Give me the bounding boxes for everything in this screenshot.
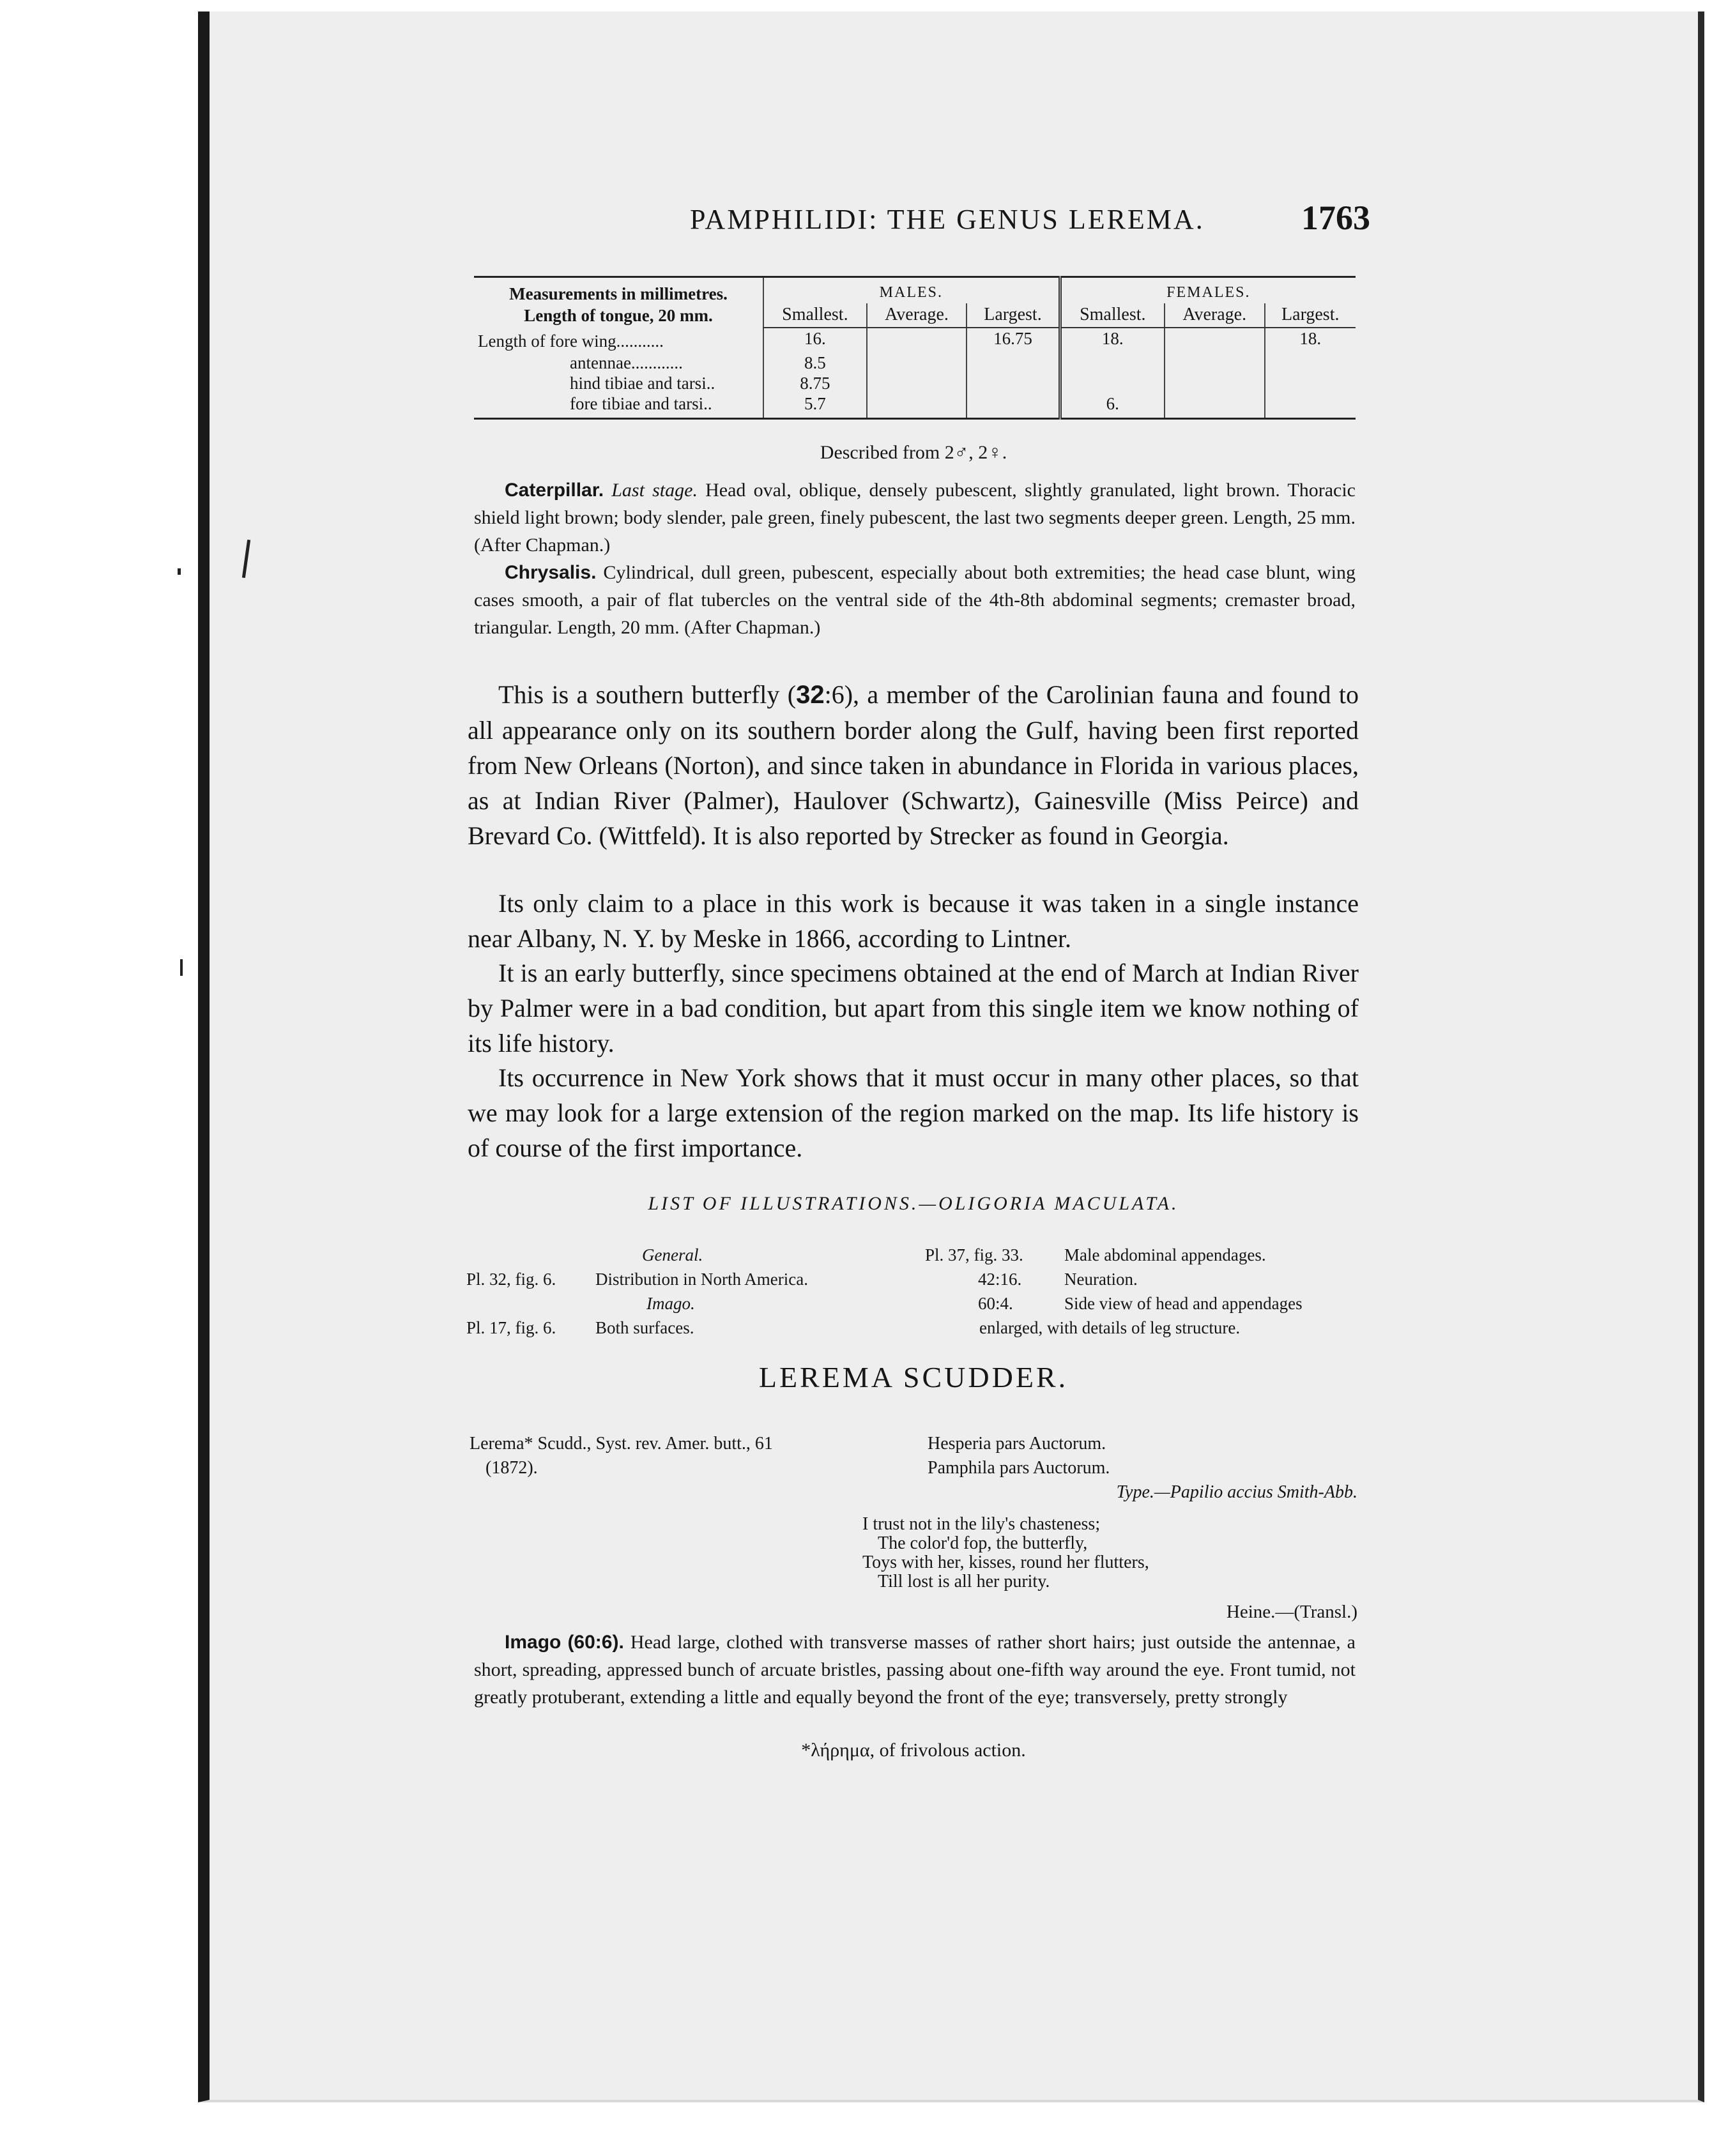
body-paragraph-2: Its only claim to a place in this work is because it was taken in a single instance near Albany, N. Y. by Meske in 1866, according to Lintner. — [468, 889, 1359, 953]
illustrations-title: LIST OF ILLUSTRATIONS.—OLIGORIA MACULATA. — [648, 1193, 1179, 1214]
caterpillar-heading: Caterpillar. — [505, 480, 604, 501]
section-title: LEREMA SCUDDER. — [758, 1361, 1069, 1393]
synonymy-left: Lerema* Scudd., Syst. rev. Amer. butt., 61 (1872). — [470, 1434, 773, 1478]
margin-mark — [178, 568, 181, 575]
caterpillar-stage: Last stage. — [611, 480, 698, 501]
illustrations-left: General. Pl. 32, fig. 6. Distribution in North America. Imago. Pl. 17, fig. 6. Both surfaces. — [466, 1245, 808, 1337]
described-from: Described from 2♂, 2♀. — [820, 442, 1007, 463]
imago-paragraph: Imago (60:6). Head large, clothed with transverse masses of rather short hairs; just outside the antennae, a short, spreading, appressed bunch of arcuate bristles, passing about one-fifth way around the eye. Front tumid, not greatly protuberant, extending a little and equally beyond the front of the eye; transversely, pretty strongly — [474, 1632, 1356, 1708]
footnote: *λήρημα, of frivolous action. — [801, 1740, 1026, 1761]
measurements-table — [474, 276, 1356, 420]
table-row: fore tibiae and tarsi.. 5.7 6. — [474, 393, 1356, 419]
body-paragraph-1: This is a southern butterfly (32:6), a member of the Carolinian fauna and found to all appearance only on its southern border along the Gulf, having been first reported from New Orleans (Norton), and since taken in abundance in Florida in various places, as at Indian River (Palmer), Haulover (Schwartz), Gainesville (Miss Peirce) and Brevard Co. (Wittfeld). It is also reported by Strecker as found in Georgia. — [468, 680, 1359, 850]
females-header: FEMALES. — [1060, 277, 1356, 304]
col-header: Smallest. — [763, 303, 867, 328]
epigraph-poem: I trust not in the lily's chasteness; The color'd fop, the butterfly, Toys with her, kisses, round her flutters, Till lost is all her purity. — [862, 1514, 1149, 1591]
plate-ref: 32 — [796, 681, 825, 709]
males-header: MALES. — [763, 277, 1060, 304]
caterpillar-paragraph: Caterpillar. Last stage. Head oval, oblique, densely pubescent, slightly granulated, light brown. Thoracic shield light brown; body slender, pale green, finely pubescent, the last two segments deeper green. Length, 25 mm. (After Chapman.) — [474, 480, 1356, 556]
illustrations-right: Pl. 37, fig. 33. Male abdominal appendages. 42:16. Neuration. 60:4. Side view of head and appendages enlarged, with details of leg structure. — [925, 1245, 1303, 1337]
margin-mark — [180, 959, 183, 976]
chrysalis-heading: Chrysalis. — [505, 562, 597, 583]
imago-heading: Imago — [505, 1632, 562, 1653]
table-corner: Measurements in millimetres. Length of tongue, 20 mm. — [509, 284, 728, 325]
table-row: Length of fore wing........... 16. 16.75 18. 18. — [474, 328, 1356, 353]
col-header: Largest. — [1265, 303, 1356, 328]
chrysalis-paragraph: Chrysalis. Cylindrical, dull green, pubescent, especially about both extremities; the head case blunt, wing cases smooth, a pair of flat tubercles on the ventral side of the 4th-8th abdominal segments; cremaster broad, triangular. Length, 20 mm. (After Chapman.) — [474, 562, 1356, 638]
table-row: antennae............ 8.5 — [474, 353, 1356, 373]
type-line: Type.—Papilio accius Smith-Abb. — [1116, 1482, 1357, 1502]
body-paragraph-4: Its occurrence in New York shows that it must occur in many other places, so that we may look for a large extension of the region marked on the map. Its life history is of course of the first importance. — [468, 1063, 1359, 1162]
synonymy-right: Hesperia pars Auctorum. Pamphila pars Auctorum. — [928, 1434, 1110, 1478]
poem-attribution: Heine.—(Transl.) — [1226, 1602, 1357, 1622]
body-paragraph-3: It is an early butterfly, since specimens obtained at the end of March at Indian River by Palmer were in a bad condition, but apart from this single item we know nothing of its life history. — [468, 959, 1359, 1058]
col-header: Average. — [867, 303, 967, 328]
table-row: hind tibiae and tarsi.. 8.75 — [474, 373, 1356, 393]
col-header: Smallest. — [1060, 303, 1165, 328]
col-header: Largest. — [967, 303, 1060, 328]
col-header: Average. — [1165, 303, 1265, 328]
imago-plate-ref: (60:6). — [567, 1632, 624, 1653]
page-number: 1763 — [1301, 199, 1370, 237]
running-title: PAMPHILIDI: THE GENUS LEREMA. — [690, 204, 1205, 235]
